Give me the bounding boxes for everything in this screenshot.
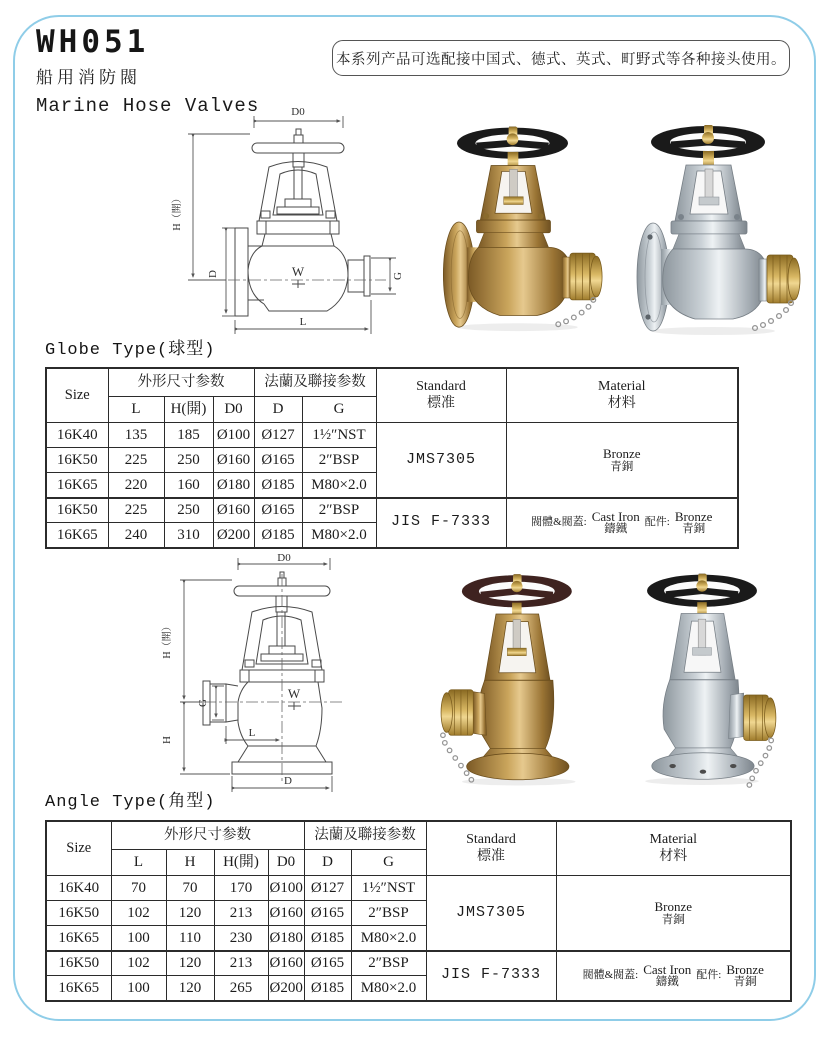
angle-section-label: Angle Type(角型) [45, 793, 216, 812]
globe-valve-bronze-photo [420, 110, 605, 336]
angle-valve-silver-photo [612, 553, 792, 800]
globe-section-label: Globe Type(球型) [45, 341, 216, 360]
globe-subcol-d0: D0 [213, 397, 254, 423]
angle-col-standard [426, 821, 556, 876]
standard-header-en: Standard [466, 832, 516, 848]
angle-subcol-d: D [304, 850, 351, 876]
table-cell: 310 [164, 523, 213, 548]
table-cell: M80×2.0 [351, 976, 426, 1001]
angle-col-dimensions-group: 外形尺寸参数 [111, 821, 304, 850]
table-cell: Ø185 [304, 926, 351, 951]
table-cell: 1½″NST [351, 876, 426, 901]
material-fitting-label: 配件: [696, 969, 722, 982]
material-zh: 青銅 [610, 460, 634, 473]
table-cell: 250 [164, 498, 213, 523]
angle-diagram-w-label: W [287, 686, 301, 701]
material-header-en: Material [598, 379, 646, 395]
angle-diagram-l-label: L [248, 727, 256, 739]
globe-col-material [506, 368, 738, 423]
angle-subcol-g: G [351, 850, 426, 876]
globe-diagram-g-label: G [392, 272, 404, 280]
standard-header-zh: 標准 [477, 848, 505, 864]
globe-diagram-d0-label: D0 [291, 106, 305, 118]
table-cell: Ø180 [268, 926, 304, 951]
angle-spec-table [45, 820, 792, 1002]
globe-subcol-g: G [302, 397, 376, 423]
table-cell: M80×2.0 [302, 473, 376, 498]
table-cell: 170 [214, 876, 268, 901]
table-cell: Ø200 [213, 523, 254, 548]
angle-diagram-d0-label: D0 [277, 552, 291, 564]
table-cell: Ø160 [268, 901, 304, 926]
table-cell: 70 [111, 876, 166, 901]
angle-valve-bronze-photo [424, 556, 604, 798]
material-fitting-zh: 青銅 [682, 523, 706, 536]
material-header-zh: 材料 [659, 848, 688, 864]
material-fitting-en: Bronze [674, 508, 713, 524]
title-chinese: 船用消防閥 [36, 67, 141, 87]
standard-value: JIS F-7333 [376, 498, 506, 548]
globe-spec-table [45, 367, 739, 549]
table-cell: 2″BSP [302, 498, 376, 523]
table-cell: 16K65 [46, 976, 111, 1001]
angle-col-size: Size [46, 821, 111, 876]
table-cell: 16K40 [46, 876, 111, 901]
material-fitting-en: Bronze [726, 961, 764, 977]
material-value [556, 876, 791, 951]
material-body-label: 閥體&閥蓋: [531, 516, 587, 529]
table-cell: 250 [164, 448, 213, 473]
table-cell: 102 [111, 951, 166, 976]
table-cell: Ø165 [304, 901, 351, 926]
table-cell: 185 [164, 423, 213, 448]
table-cell: 1½″NST [302, 423, 376, 448]
note-box [332, 40, 790, 76]
angle-subcol-h-open: H(開) [214, 850, 268, 876]
table-cell: 225 [108, 448, 164, 473]
table-cell: Ø127 [304, 876, 351, 901]
angle-col-material [556, 821, 791, 876]
table-cell: Ø200 [268, 976, 304, 1001]
globe-valve-diagram [166, 104, 408, 346]
table-cell: Ø185 [254, 523, 302, 548]
table-cell: 220 [108, 473, 164, 498]
table-cell: 120 [166, 951, 214, 976]
table-row [46, 951, 791, 976]
material-en: Bronze [602, 445, 641, 461]
table-cell: 16K50 [46, 901, 111, 926]
table-cell: 213 [214, 901, 268, 926]
material-body-zh: 鑄鐵 [655, 976, 679, 989]
table-cell: 70 [166, 876, 214, 901]
table-cell: 120 [166, 976, 214, 1001]
model-number: WH051 [36, 24, 150, 60]
table-row [46, 498, 738, 523]
standard-value: JIS F-7333 [426, 951, 556, 1001]
globe-col-dimensions-group: 外形尺寸参数 [108, 368, 254, 397]
globe-diagram-d-label: D [207, 270, 219, 278]
table-cell: 16K50 [46, 498, 108, 523]
globe-diagram-l-label: L [299, 316, 307, 328]
standard-value: JMS7305 [376, 423, 506, 498]
table-cell: 265 [214, 976, 268, 1001]
table-cell: 16K50 [46, 951, 111, 976]
table-cell: Ø160 [213, 498, 254, 523]
table-cell: Ø165 [254, 498, 302, 523]
table-cell: Ø100 [268, 876, 304, 901]
table-cell: 230 [214, 926, 268, 951]
table-row [46, 423, 738, 448]
angle-subcol-h: H [166, 850, 214, 876]
table-cell: 100 [111, 926, 166, 951]
angle-diagram-d-label: D [284, 775, 292, 787]
table-cell: 16K50 [46, 448, 108, 473]
table-cell: 160 [164, 473, 213, 498]
material-body-zh: 鑄鐵 [604, 523, 628, 536]
angle-subcol-d0: D0 [268, 850, 304, 876]
table-cell: 240 [108, 523, 164, 548]
table-cell: Ø185 [254, 473, 302, 498]
angle-diagram-g-label: G [197, 699, 209, 707]
globe-col-standard [376, 368, 506, 423]
table-cell: 135 [108, 423, 164, 448]
table-cell: Ø165 [254, 448, 302, 473]
table-cell: 225 [108, 498, 164, 523]
material-body-en: Cast Iron [643, 961, 692, 977]
material-header-en: Material [649, 832, 697, 848]
material-value [556, 951, 791, 1001]
table-cell: 16K40 [46, 423, 108, 448]
table-cell: Ø100 [213, 423, 254, 448]
globe-diagram-h-label: H（開） [172, 193, 183, 231]
title-english: Marine Hose Valves [36, 94, 260, 117]
note-text: 本系列产品可选配接中国式、德式、英式、町野式等各种接头使用。 [336, 51, 786, 68]
standard-value: JMS7305 [426, 876, 556, 951]
table-cell: 100 [111, 976, 166, 1001]
angle-diagram-h-open-label: H（開） [162, 621, 173, 659]
material-header-zh: 材料 [607, 395, 636, 411]
table-cell: Ø160 [268, 951, 304, 976]
angle-col-connection-group: 法蘭及聯接参数 [304, 821, 426, 850]
material-en: Bronze [654, 898, 693, 914]
table-row [46, 876, 791, 901]
globe-subcol-d: D [254, 397, 302, 423]
material-value [506, 498, 738, 548]
page-header [36, 26, 259, 117]
material-value [506, 423, 738, 498]
table-cell: 16K65 [46, 926, 111, 951]
table-cell: 2″BSP [351, 901, 426, 926]
globe-valve-silver-photo [613, 108, 803, 340]
table-cell: 110 [166, 926, 214, 951]
table-cell: 120 [166, 901, 214, 926]
angle-diagram-h-label: H [161, 736, 173, 744]
globe-diagram-w-label: W [291, 264, 305, 279]
table-cell: 16K65 [46, 523, 108, 548]
globe-subcol-h-open: H(開) [164, 397, 213, 423]
table-cell: Ø180 [213, 473, 254, 498]
angle-valve-diagram [146, 550, 401, 800]
table-cell: 213 [214, 951, 268, 976]
globe-col-connection-group: 法蘭及聯接参数 [254, 368, 376, 397]
table-cell: M80×2.0 [351, 926, 426, 951]
table-cell: Ø160 [213, 448, 254, 473]
table-cell: M80×2.0 [302, 523, 376, 548]
standard-header-en: Standard [416, 379, 466, 395]
table-cell: 2″BSP [302, 448, 376, 473]
globe-col-size: Size [46, 368, 108, 423]
table-cell: 102 [111, 901, 166, 926]
table-cell: Ø185 [304, 976, 351, 1001]
table-cell: 16K65 [46, 473, 108, 498]
material-zh: 青銅 [661, 913, 685, 926]
material-body-en: Cast Iron [591, 508, 640, 524]
table-cell: 2″BSP [351, 951, 426, 976]
material-fitting-zh: 青銅 [733, 976, 757, 989]
globe-subcol-l: L [108, 397, 164, 423]
table-cell: Ø127 [254, 423, 302, 448]
material-fitting-label: 配件: [644, 516, 670, 529]
material-body-label: 閥體&閥蓋: [582, 969, 639, 982]
standard-header-zh: 標准 [427, 395, 455, 411]
angle-subcol-l: L [111, 850, 166, 876]
table-cell: Ø165 [304, 951, 351, 976]
